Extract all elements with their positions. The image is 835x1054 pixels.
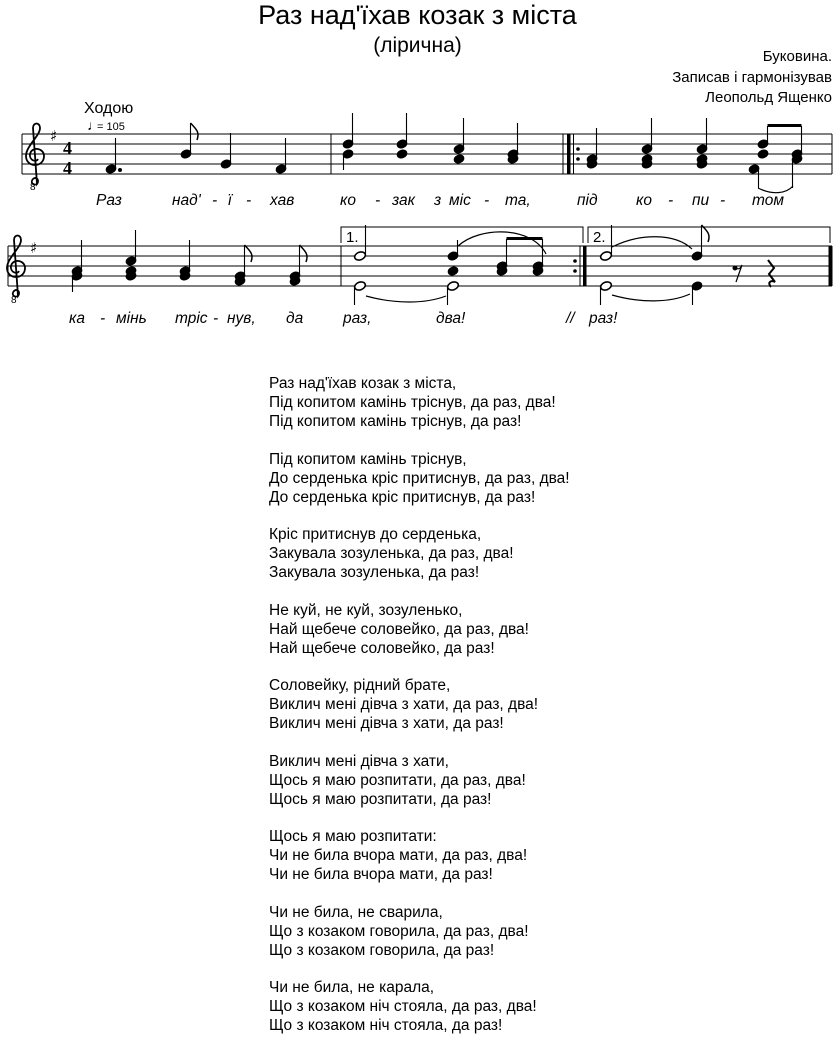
quarter-note-icon: ♩: [87, 117, 101, 133]
measure-5-notes: [354, 225, 546, 305]
lyrics-stanza: [269, 827, 570, 884]
score-syllable: мінь: [116, 310, 147, 327]
lyrics-line: Щось я маю розпитати:: [269, 828, 437, 845]
clef-octave-mark: 8: [11, 295, 17, 306]
score-syllable: Раз: [96, 192, 122, 209]
sharp-icon: ♯: [30, 239, 38, 257]
sharp-icon: ♯: [50, 127, 58, 145]
score-syllable: раз!: [589, 310, 618, 327]
lyrics-line: Що з козаком говорила, да раз!: [269, 941, 495, 959]
volta-2-label: 2.: [593, 229, 606, 246]
credit-recorded-by: Записав і гармонізував: [672, 68, 832, 86]
lyrics-line: Виклич мені дівча з хати, да раз!: [269, 715, 504, 732]
lyrics-line: Най щебече соловейко, да раз, два!: [269, 620, 529, 638]
score-syllable: під: [577, 192, 598, 209]
lyrics-line: До серденька кріс притиснув, да раз!: [269, 488, 536, 506]
lyrics-line: Закувала зозуленька, да раз, два!: [269, 545, 514, 562]
measure-1-notes: [105, 123, 287, 174]
time-signature-bottom: 4: [63, 158, 72, 178]
score-syllable: зак: [392, 192, 415, 209]
staff-system-1: [22, 134, 832, 174]
score-syllable: нув,: [227, 310, 256, 327]
score-syllable: -: [720, 192, 726, 209]
score-lyrics-system-1: [96, 192, 784, 209]
lyrics-line: Виклич мені дівча з хати,: [269, 752, 449, 770]
credit-author: Леопольд Ященко: [705, 89, 832, 106]
music-score: [0, 0, 835, 340]
score-syllable: -: [100, 310, 106, 327]
lyrics-stanza: [269, 978, 570, 1035]
measure-6-notes: [600, 225, 775, 305]
lyrics-stanza: [269, 676, 570, 733]
lyrics-line: Щось я маю розпитати, да раз!: [269, 790, 492, 808]
score-syllable: два!: [436, 310, 466, 327]
score-syllable: //: [566, 310, 575, 327]
score-syllable: тріс: [175, 310, 208, 327]
score-lyrics-system-2: [69, 310, 618, 327]
lyrics-line: Чи не била вчора мати, да раз!: [269, 866, 493, 883]
lyrics-line: Закувала зозуленька, да раз!: [269, 564, 480, 581]
lyrics-line: Виклич мені дівча з хати, да раз, два!: [269, 696, 539, 713]
song-subtitle: (лірична): [373, 34, 462, 57]
lyrics-line: Щось я маю розпитати, да раз, два!: [269, 771, 526, 789]
lyrics-stanza: [269, 374, 570, 431]
score-syllable: -: [375, 192, 381, 209]
lyrics-line: Соловейку, рідний брате,: [269, 677, 451, 694]
time-signature-top: 4: [63, 138, 72, 158]
lyrics-line: Під копитом камінь тріснув, да раз, два!: [269, 394, 556, 411]
score-syllable: -: [668, 192, 674, 209]
lyrics-line: Що з козаком ніч стояла, да раз!: [269, 1017, 503, 1034]
measure-4-notes: [71, 230, 307, 292]
lyrics-stanza: [269, 525, 570, 582]
lyrics-line: Що з козаком говорила, да раз, два!: [269, 922, 529, 940]
lyrics-line: Чи не била, не карала,: [269, 979, 435, 996]
final-barline: [829, 246, 833, 286]
lyrics-line: Най щебече соловейко, да раз!: [269, 639, 495, 657]
lyrics-stanza: [269, 450, 570, 507]
lyrics-line: До серденька кріс притиснув, да раз, два!: [269, 469, 570, 487]
score-syllable: -: [484, 192, 490, 209]
tempo-word: Ходою: [84, 100, 134, 117]
score-syllable: -: [246, 192, 252, 209]
measure-3-notes: [586, 118, 803, 193]
lyrics-line: Чи не била, не сварила,: [269, 903, 443, 921]
lyrics-line: Чи не била вчора мати, да раз, два!: [269, 847, 528, 864]
lyrics-line: Кріс притиснув до серденька,: [269, 526, 482, 543]
volta-brackets: [341, 227, 830, 243]
score-syllable: ка: [69, 310, 85, 327]
lyrics-stanza: [269, 903, 570, 960]
lyrics-line: Не куй, не куй, зозуленько,: [269, 601, 463, 619]
score-syllable: ко: [636, 192, 652, 209]
score-syllable: -: [212, 192, 218, 209]
score-syllable: -: [213, 310, 219, 327]
score-syllable: та,: [505, 192, 531, 209]
tempo-value: = 105: [97, 121, 125, 133]
score-syllable: раз,: [343, 310, 372, 327]
score-syllable: ї: [228, 192, 232, 209]
song-title: Раз над'їхав козак з міста: [258, 0, 577, 30]
clef-octave-mark: 8: [30, 182, 36, 193]
score-syllable: міс: [449, 192, 471, 209]
score-syllable: хав: [270, 192, 295, 209]
volta-1-label: 1.: [346, 229, 359, 246]
lyrics-text: [269, 374, 570, 1054]
lyrics-line: Під копитом камінь тріснув,: [269, 450, 467, 468]
score-syllable: з: [434, 192, 442, 209]
score-syllable: том: [752, 192, 784, 209]
score-syllable: да: [286, 310, 304, 327]
score-syllable: ко: [340, 192, 356, 209]
lyrics-line: Що з козаком ніч стояла, да раз, два!: [269, 998, 537, 1015]
score-syllable: над': [172, 192, 201, 209]
lyrics-line: Раз над'їхав козак з міста,: [269, 375, 457, 392]
score-syllable: пи: [692, 192, 710, 209]
credit-region: Буковина.: [762, 48, 832, 65]
lyrics-stanza: [269, 752, 570, 809]
lyrics-line: Під копитом камінь тріснув, да раз!: [269, 413, 522, 430]
lyrics-stanza: [269, 601, 570, 658]
measure-2-notes: [342, 113, 519, 170]
